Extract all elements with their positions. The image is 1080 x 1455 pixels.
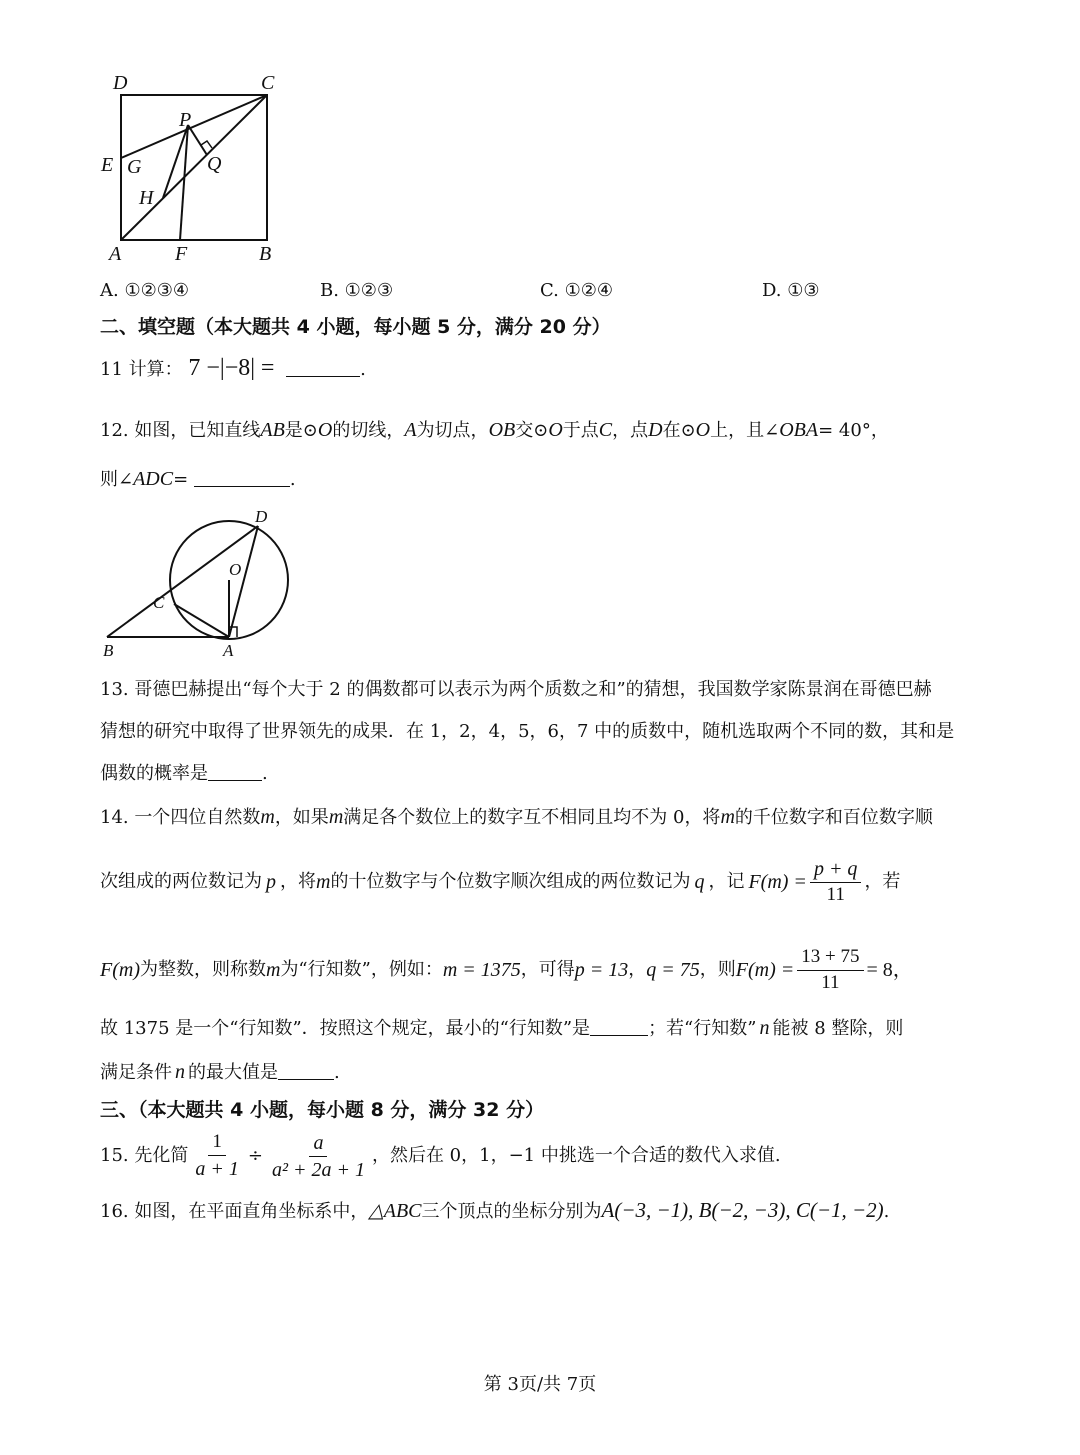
- page-footer: 第 3页/共 7页: [483, 1374, 597, 1395]
- q14-m: m: [316, 871, 331, 893]
- section-3-heading: 三、（本大题共 4 小题，每小题 8 分，满分 32 分）: [100, 1099, 545, 1121]
- q15-divide: ÷: [247, 1145, 263, 1166]
- q12-text: 上，且∠: [710, 420, 780, 441]
- q14-m: m: [328, 806, 344, 828]
- q12-o: O: [695, 419, 711, 441]
- q12-text: 是⊙: [284, 420, 318, 441]
- question-13-line3: [100, 762, 268, 786]
- q14-f-expr: F(m): [100, 959, 140, 981]
- q12-text: 在⊙: [662, 420, 696, 441]
- q14-frac1-denominator: 11: [826, 884, 845, 906]
- q15-frac1-numerator: 1: [208, 1132, 226, 1156]
- label-d: D: [113, 72, 128, 94]
- circle-figure: [95, 500, 310, 665]
- q14-q: q: [694, 871, 705, 893]
- line-ec: [121, 95, 267, 158]
- option-b[interactable]: B. ①②③: [320, 280, 394, 301]
- q14-text: ，则: [699, 959, 736, 980]
- q15-text: ，然后在 0，1，−1 中挑选一个合适的数代入求值.: [371, 1145, 781, 1166]
- q14-text: = 8，: [866, 959, 913, 981]
- q12-text: =: [173, 469, 189, 490]
- q14-m: m: [260, 806, 275, 828]
- q14-fraction-2: [797, 947, 863, 994]
- option-a[interactable]: A. ①②③④: [100, 280, 189, 301]
- q12-c: C: [598, 419, 613, 441]
- q13-end: .: [262, 763, 268, 784]
- label-g: G: [127, 156, 142, 178]
- question-13-line1: 13. 哥德巴赫提出“每个大于 2 的偶数都可以表示为两个质数之和”的猜想，我国数学家陈景润在哥德巴赫: [100, 679, 932, 700]
- q14-answer-blank-2[interactable]: [278, 1061, 334, 1080]
- q12-text: 12. 如图，已知直线: [100, 420, 261, 441]
- q15-text: 15. 先化简: [100, 1145, 189, 1166]
- q12-oba: OBA: [779, 419, 819, 441]
- label-a: A: [109, 243, 122, 265]
- q12-adc: ADC: [133, 468, 174, 490]
- q14-frac1-numerator: p + q: [810, 858, 862, 883]
- q11-prefix: 11 计算：: [100, 359, 183, 380]
- q11-expr-b: −8: [224, 355, 251, 381]
- q12-text: 交⊙: [515, 420, 549, 441]
- label-c: C: [153, 593, 165, 612]
- label-p: P: [179, 109, 192, 131]
- q14-text: 故 1375 是一个“行知数”．按照这个规定，最小的“行知数”是: [100, 1018, 591, 1039]
- q14-m-eq: m = 1375: [442, 959, 521, 981]
- q14-p: p: [266, 871, 276, 893]
- q14-text: 的十位数字与个位数字顺次组成的两位数记为: [330, 871, 691, 892]
- q12-text: 于点: [562, 420, 599, 441]
- q14-end: .: [334, 1062, 340, 1083]
- question-14-line1: [100, 805, 933, 830]
- q14-text: 为整数，则称数: [139, 959, 266, 980]
- q14-text: 满足各个数位上的数字互不相同且均不为 0，将: [343, 807, 721, 828]
- q14-text: 满足条件: [100, 1062, 172, 1083]
- q12-ob: OB: [488, 419, 516, 441]
- q16-coords: A(−3, −1), B(−2, −3), C(−1, −2): [601, 1198, 884, 1222]
- q14-frac2-denominator: 11: [821, 971, 840, 993]
- question-13-line2: 猜想的研究中取得了世界领先的成果．在 1，2，4，5，6，7 中的质数中，随机选取两个不同的数，其和是: [100, 721, 955, 742]
- q15-frac2-denominator: a² + 2a + 1: [271, 1158, 365, 1181]
- q14-text: 14. 一个四位自然数: [100, 807, 261, 828]
- label-a: A: [223, 641, 234, 660]
- label-b: B: [259, 243, 272, 265]
- q14-text: 为“行知数”，例如：: [280, 959, 443, 980]
- label-h: H: [139, 187, 154, 209]
- q15-fraction-2: [268, 1132, 369, 1181]
- q14-text: 次组成的两位数记为: [100, 871, 262, 892]
- question-12-line2: [100, 467, 296, 492]
- q14-text: ，: [628, 959, 647, 980]
- q14-q-eq: q = 75: [646, 959, 700, 981]
- q11-abs-open: |: [219, 355, 225, 381]
- question-14-line3: [100, 938, 913, 1002]
- q12-a: A: [404, 419, 417, 441]
- q12-o: O: [317, 419, 333, 441]
- label-f: F: [175, 243, 188, 265]
- q14-text: 的千位数字和百位数字顺: [734, 807, 933, 828]
- label-b: B: [103, 641, 114, 660]
- q14-text: ，将: [280, 871, 316, 892]
- question-14-line4: [100, 1016, 903, 1041]
- q12-text: = 40°，: [818, 420, 889, 441]
- q14-m: m: [720, 806, 735, 828]
- q12-o: O: [548, 419, 563, 441]
- q11-abs-close: |: [250, 355, 256, 381]
- q12-text: 则∠: [100, 469, 134, 490]
- q16-triangle: △ABC: [368, 1200, 422, 1222]
- label-d: D: [255, 507, 268, 526]
- q12-text: 的切线，: [332, 420, 405, 441]
- question-15: [100, 1128, 781, 1184]
- question-14-line2: [100, 850, 900, 914]
- option-d[interactable]: D. ①③: [762, 280, 820, 301]
- q12-text: 为切点，: [416, 420, 489, 441]
- q11-end: .: [360, 359, 366, 380]
- q12-d: D: [648, 419, 663, 441]
- label-e: E: [101, 154, 114, 176]
- q14-answer-blank-1[interactable]: [590, 1017, 648, 1036]
- section-2-heading: 二、填空题（本大题共 4 小题，每小题 5 分，满分 20 分）: [100, 316, 611, 338]
- q12-text: ，点: [612, 420, 649, 441]
- q14-frac2-numerator: 13 + 75: [797, 947, 863, 971]
- label-q: Q: [207, 153, 222, 175]
- question-12-line1: [100, 418, 889, 443]
- label-o: O: [229, 560, 242, 579]
- q14-text: ；若“行知数”: [648, 1018, 757, 1039]
- question-11: [100, 356, 366, 382]
- q14-text: ，可得: [520, 959, 575, 980]
- q14-p-eq: p = 13: [574, 959, 629, 981]
- q11-eq: =: [260, 355, 275, 381]
- line-da: [229, 526, 258, 637]
- q14-m: m: [265, 959, 281, 981]
- q16-text: 三个顶点的坐标分别为: [421, 1201, 602, 1222]
- question-14-line5: [100, 1060, 340, 1085]
- q14-f-expr: F(m) =: [735, 959, 795, 981]
- q12-ab: AB: [260, 419, 285, 441]
- square-figure: [95, 68, 295, 268]
- q14-text: ，若: [864, 871, 901, 892]
- q15-fraction-1: [191, 1132, 243, 1180]
- q15-frac2-numerator: a: [309, 1132, 327, 1157]
- q12-answer-blank[interactable]: [194, 468, 290, 487]
- label-c: C: [261, 72, 275, 94]
- q14-text: 的最大值是: [188, 1062, 278, 1083]
- diagonal-ac: [121, 95, 267, 240]
- q14-n: n: [175, 1061, 185, 1083]
- q11-expr-a: 7 −: [188, 355, 220, 381]
- q14-fraction-1: [810, 858, 862, 906]
- q14-text: ，如果: [274, 807, 329, 828]
- q14-n: n: [759, 1017, 770, 1039]
- q12-end: .: [289, 469, 296, 490]
- q13-text: 偶数的概率是: [100, 763, 208, 784]
- q15-frac1-denominator: a + 1: [195, 1157, 239, 1180]
- option-c[interactable]: C. ①②④: [540, 280, 613, 301]
- q14-text: 能被 8 整除，则: [772, 1018, 904, 1039]
- q14-f-expr: F(m) =: [748, 871, 807, 893]
- q11-answer-blank[interactable]: [286, 358, 360, 377]
- q16-text: 16. 如图，在平面直角坐标系中，: [100, 1201, 369, 1222]
- question-16: [100, 1198, 889, 1224]
- q13-answer-blank[interactable]: [208, 762, 262, 781]
- q14-text: ，记: [708, 871, 745, 892]
- q16-end: .: [883, 1201, 890, 1222]
